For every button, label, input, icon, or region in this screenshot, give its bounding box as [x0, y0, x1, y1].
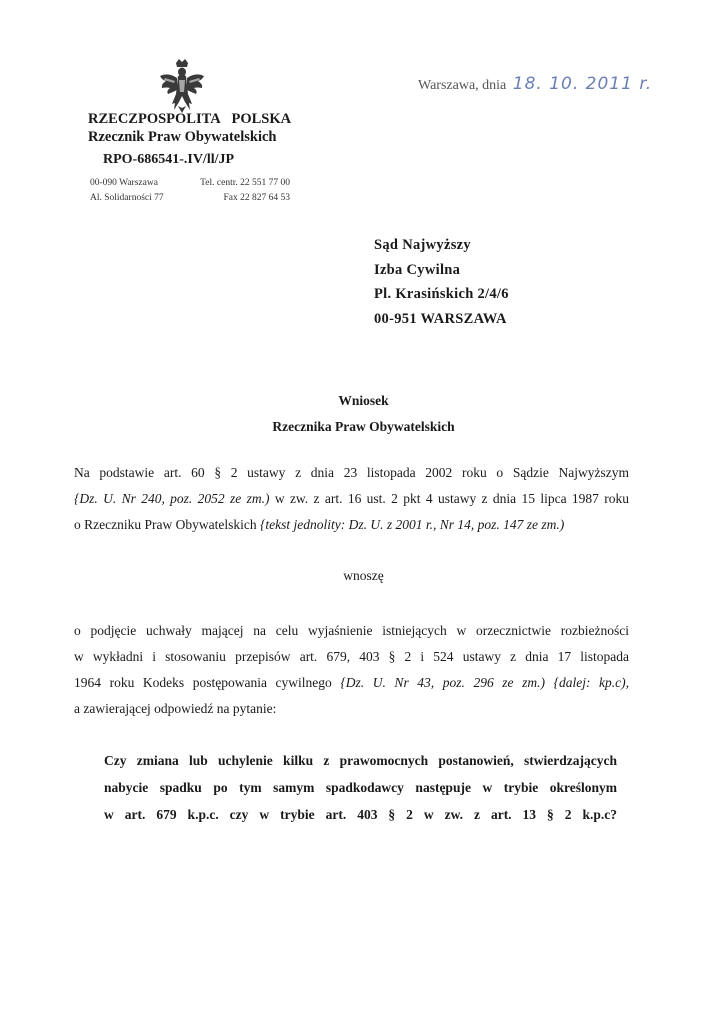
paragraph-line: o podjęcie uchwały mającej na celu wyjaśnienie istniejących w orzecznictwie rozbieżności: [74, 623, 629, 638]
polish-eagle-emblem-icon: [158, 58, 206, 114]
paragraph-text: 1964 roku Kodeks postępowania cywilnego: [74, 675, 332, 690]
question-line: nabycie spadku po tym samym spadkodawcy następuje w trybie określonym: [104, 780, 617, 795]
reference-number: RPO-686541-.IV/ll/JP: [103, 152, 235, 167]
recipient-court: Sąd Najwyższy: [374, 237, 471, 253]
paragraph-line: [74, 486, 629, 512]
address-street: Al. Solidarności 77: [90, 193, 164, 203]
org-name: RZECZPOSPOLITA POLSKA: [88, 111, 292, 127]
sender-organization: [88, 110, 291, 146]
request-word: wnoszę: [343, 568, 384, 583]
request-paragraph: [74, 618, 629, 722]
recipient-chamber: Izba Cywilna: [374, 261, 461, 278]
recipient-street: Pl. Krasińskich 2/4/6: [374, 286, 509, 302]
recipient-address: [374, 233, 509, 331]
phone-number: Tel. centr. 22 551 77 00: [200, 178, 290, 188]
title-line-2: Rzecznika Praw Obywatelskich: [272, 419, 455, 434]
citation-italic: {tekst jednolity: Dz. U. z 2001 r., Nr 14, poz. 147 ze zm.): [259, 517, 565, 532]
handwritten-date: 18. 10. 2011 r.: [512, 74, 653, 94]
legal-basis-paragraph: [74, 460, 629, 538]
question-line: Czy zmiana lub uchylenie kilku z prawomocnych postanowień, stwierdzających: [104, 753, 617, 768]
paragraph-line: Na podstawie art. 60 § 2 ustawy z dnia 23 listopada 2002 roku o Sądzie Najwyższym: [74, 465, 629, 480]
paragraph-line: [74, 670, 629, 696]
paragraph-line: w wykładni i stosowaniu przepisów art. 679, 403 § 2 i 524 ustawy z dnia 17 listopada: [74, 649, 629, 664]
place-date-prefix: Warszawa, dnia: [418, 78, 507, 93]
title-line-1: Wniosek: [338, 393, 389, 408]
fax-number: Fax 22 827 64 53: [223, 193, 290, 203]
question-line: w art. 679 k.p.c. czy w trybie art. 403 § 2 w zw. z art. 13 § 2 k.p.c?: [104, 807, 617, 822]
citation-italic: {Dz. U. Nr 240, poz. 2052 ze zm.): [74, 491, 270, 506]
document-title: [0, 388, 727, 440]
address-city: 00-090 Warszawa: [90, 178, 158, 188]
org-office: Rzecznik Praw Obywatelskich: [88, 129, 277, 145]
citation-italic: {Dz. U. Nr 43, poz. 296 ze zm.) {dalej: kp.c),: [340, 675, 629, 690]
paragraph-text: o Rzeczniku Praw Obywatelskich: [74, 517, 257, 532]
recipient-city: 00-951 WARSZAWA: [374, 310, 507, 327]
paragraph-line: a zawierającej odpowiedź na pytanie:: [74, 701, 277, 716]
legal-question: [104, 747, 617, 828]
place-and-date: [418, 74, 652, 94]
sender-contact: [90, 176, 290, 206]
paragraph-line: [74, 512, 629, 538]
paragraph-text: w zw. z art. 16 ust. 2 pkt 4 ustawy z dnia 15 lipca 1987 roku: [274, 491, 630, 506]
